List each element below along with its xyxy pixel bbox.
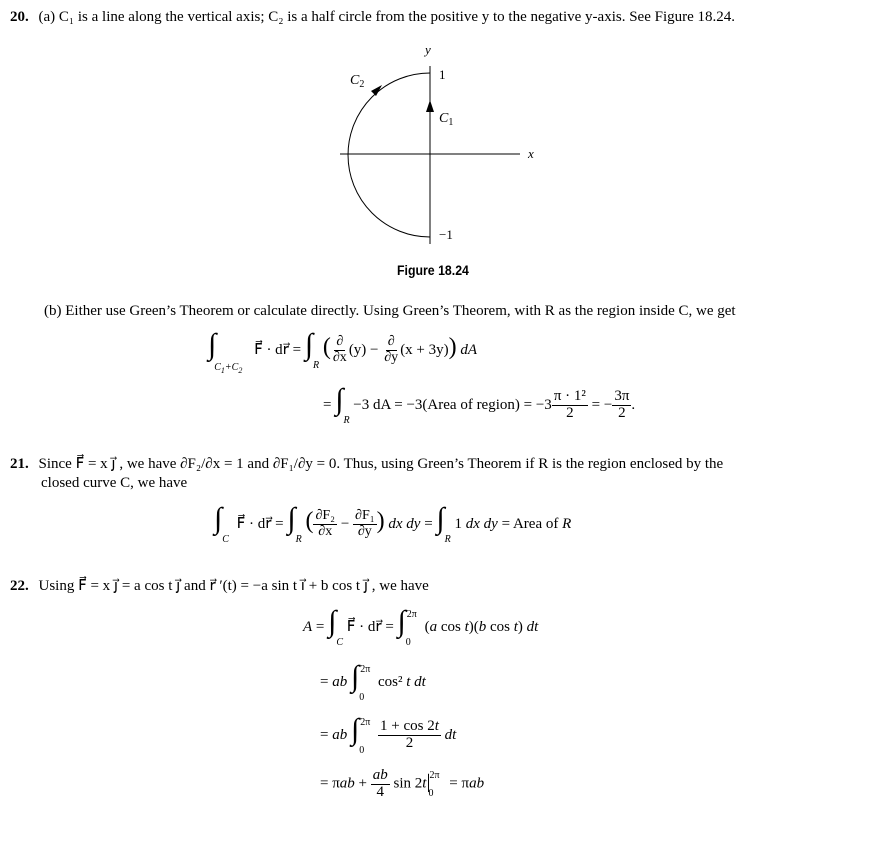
problem-22-text: Using F⃗ = x j⃗ = a cos t j⃗ and r⃗ ′(t) = −a sin t i⃗ + b cos t j⃗ , we have (38, 578, 429, 594)
c2-arrow (371, 85, 382, 96)
problem-21-text-line2: closed curve C, we have (41, 475, 188, 491)
equation-21: $\int_C$ F⃗ · dr⃗ = $\int_R$ ( $\frac{\text{∂F₂}}{\partial x}$ − $\frac{\text{∂F₁}}{\partial y}$ ) dx dy = $\int_R$ 1 dx dy = Area of R (214, 502, 572, 545)
equation-22-line3: = ab $\int_0^{2\pi}$ $\frac{1 + \cos 2t}{2}$ dt (320, 713, 457, 756)
y-axis-label: y (425, 42, 431, 57)
problem-22 (10, 576, 429, 595)
figure-18-24 (330, 38, 550, 253)
equation-20b-line1: $\int_{C_1+C_2}$ F⃗ · dr⃗ = $\int_R$ ( $\frac{\partial}{\partial x}$ (y) − $\frac{\partial}{\partial y}$ (x + 3y)) dA (208, 328, 478, 375)
problem-20-b-text: (b) Either use Green’s Theorem or calculate directly. Using Green’s Theorem, with R as the region inside C, we get (44, 303, 736, 319)
tick-label-1: 1 (439, 67, 446, 82)
problem-21 (10, 454, 723, 473)
problem-21-text-line1: Since F⃗ = x j⃗ , we have ∂F₂/∂x = 1 and ∂F₁/∂y = 0. Thus, using Green’s Theorem if R is the region enclosed by the (38, 456, 724, 472)
curve-c2 (348, 73, 430, 237)
figure-diagram (330, 38, 550, 253)
equation-22-line2: = ab $\int_0^{2\pi}$ cos² t dt (320, 660, 426, 703)
equation-22-line1: $A = \int_C$ F⃗ · dr⃗ = $\int_0^{2\pi}$ (a cos t)(b cos t) dt (303, 605, 539, 648)
problem-20-a (10, 9, 735, 26)
c1-arrow (426, 100, 434, 112)
figure-caption: Figure 18.24 (397, 262, 469, 278)
problem-number: 21. (10, 456, 29, 472)
curve-c2-label: $C_2$ (350, 73, 365, 90)
equation-20b-line2: = $\int_R -3$ dA = −3(Area of region) = −3 $\frac{\text{π · 1²}}{2}$ = − $\frac{3\pi}{2}$ . (323, 383, 636, 426)
problem-number: 20. (10, 9, 29, 25)
equation-22-line4: = πab + $\frac{ab}{4}$ $\sin 2t|_0^{2\pi} = \pi ab$ (320, 767, 485, 800)
curve-c1-label: $C_1$ (439, 111, 454, 128)
problem-number: 22. (10, 578, 29, 594)
x-axis-label: x (528, 146, 534, 161)
problem-20-a-text: (a) C₁ is a line along the vertical axis; C₂ is a half circle from the positive y to the negative y-axis. See Figure 18.24. (38, 9, 736, 25)
tick-label-neg1: −1 (439, 227, 453, 242)
